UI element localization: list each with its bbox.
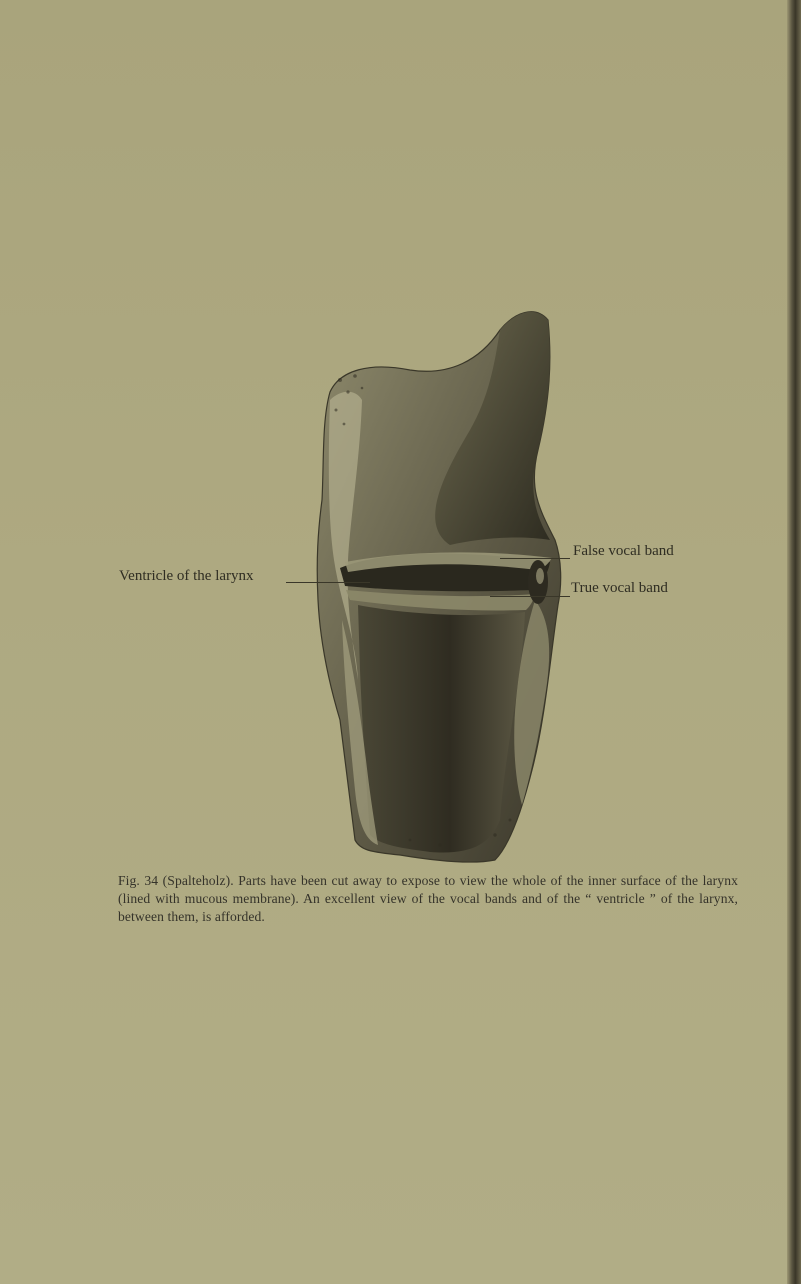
ventricle-leader-line: [286, 582, 370, 583]
true-band-leader-line: [490, 596, 570, 597]
ventricle-label: Ventricle of the larynx: [119, 568, 254, 584]
false-band-leader-line: [500, 558, 570, 559]
true-vocal-band-label: True vocal band: [571, 580, 668, 596]
false-vocal-band-label: False vocal band: [573, 543, 674, 559]
figure-caption: Fig. 34 (Spalteholz). Parts have been cut away to expose to view the whole of the inner surface of the larynx (lined with mucous membrane). An excellent view of the vocal bands and of the “ ventricle ” of the larynx, between them, is afforded.: [118, 873, 738, 924]
larynx-illustration: [300, 300, 570, 870]
page-edge-shadow: [787, 0, 801, 1284]
